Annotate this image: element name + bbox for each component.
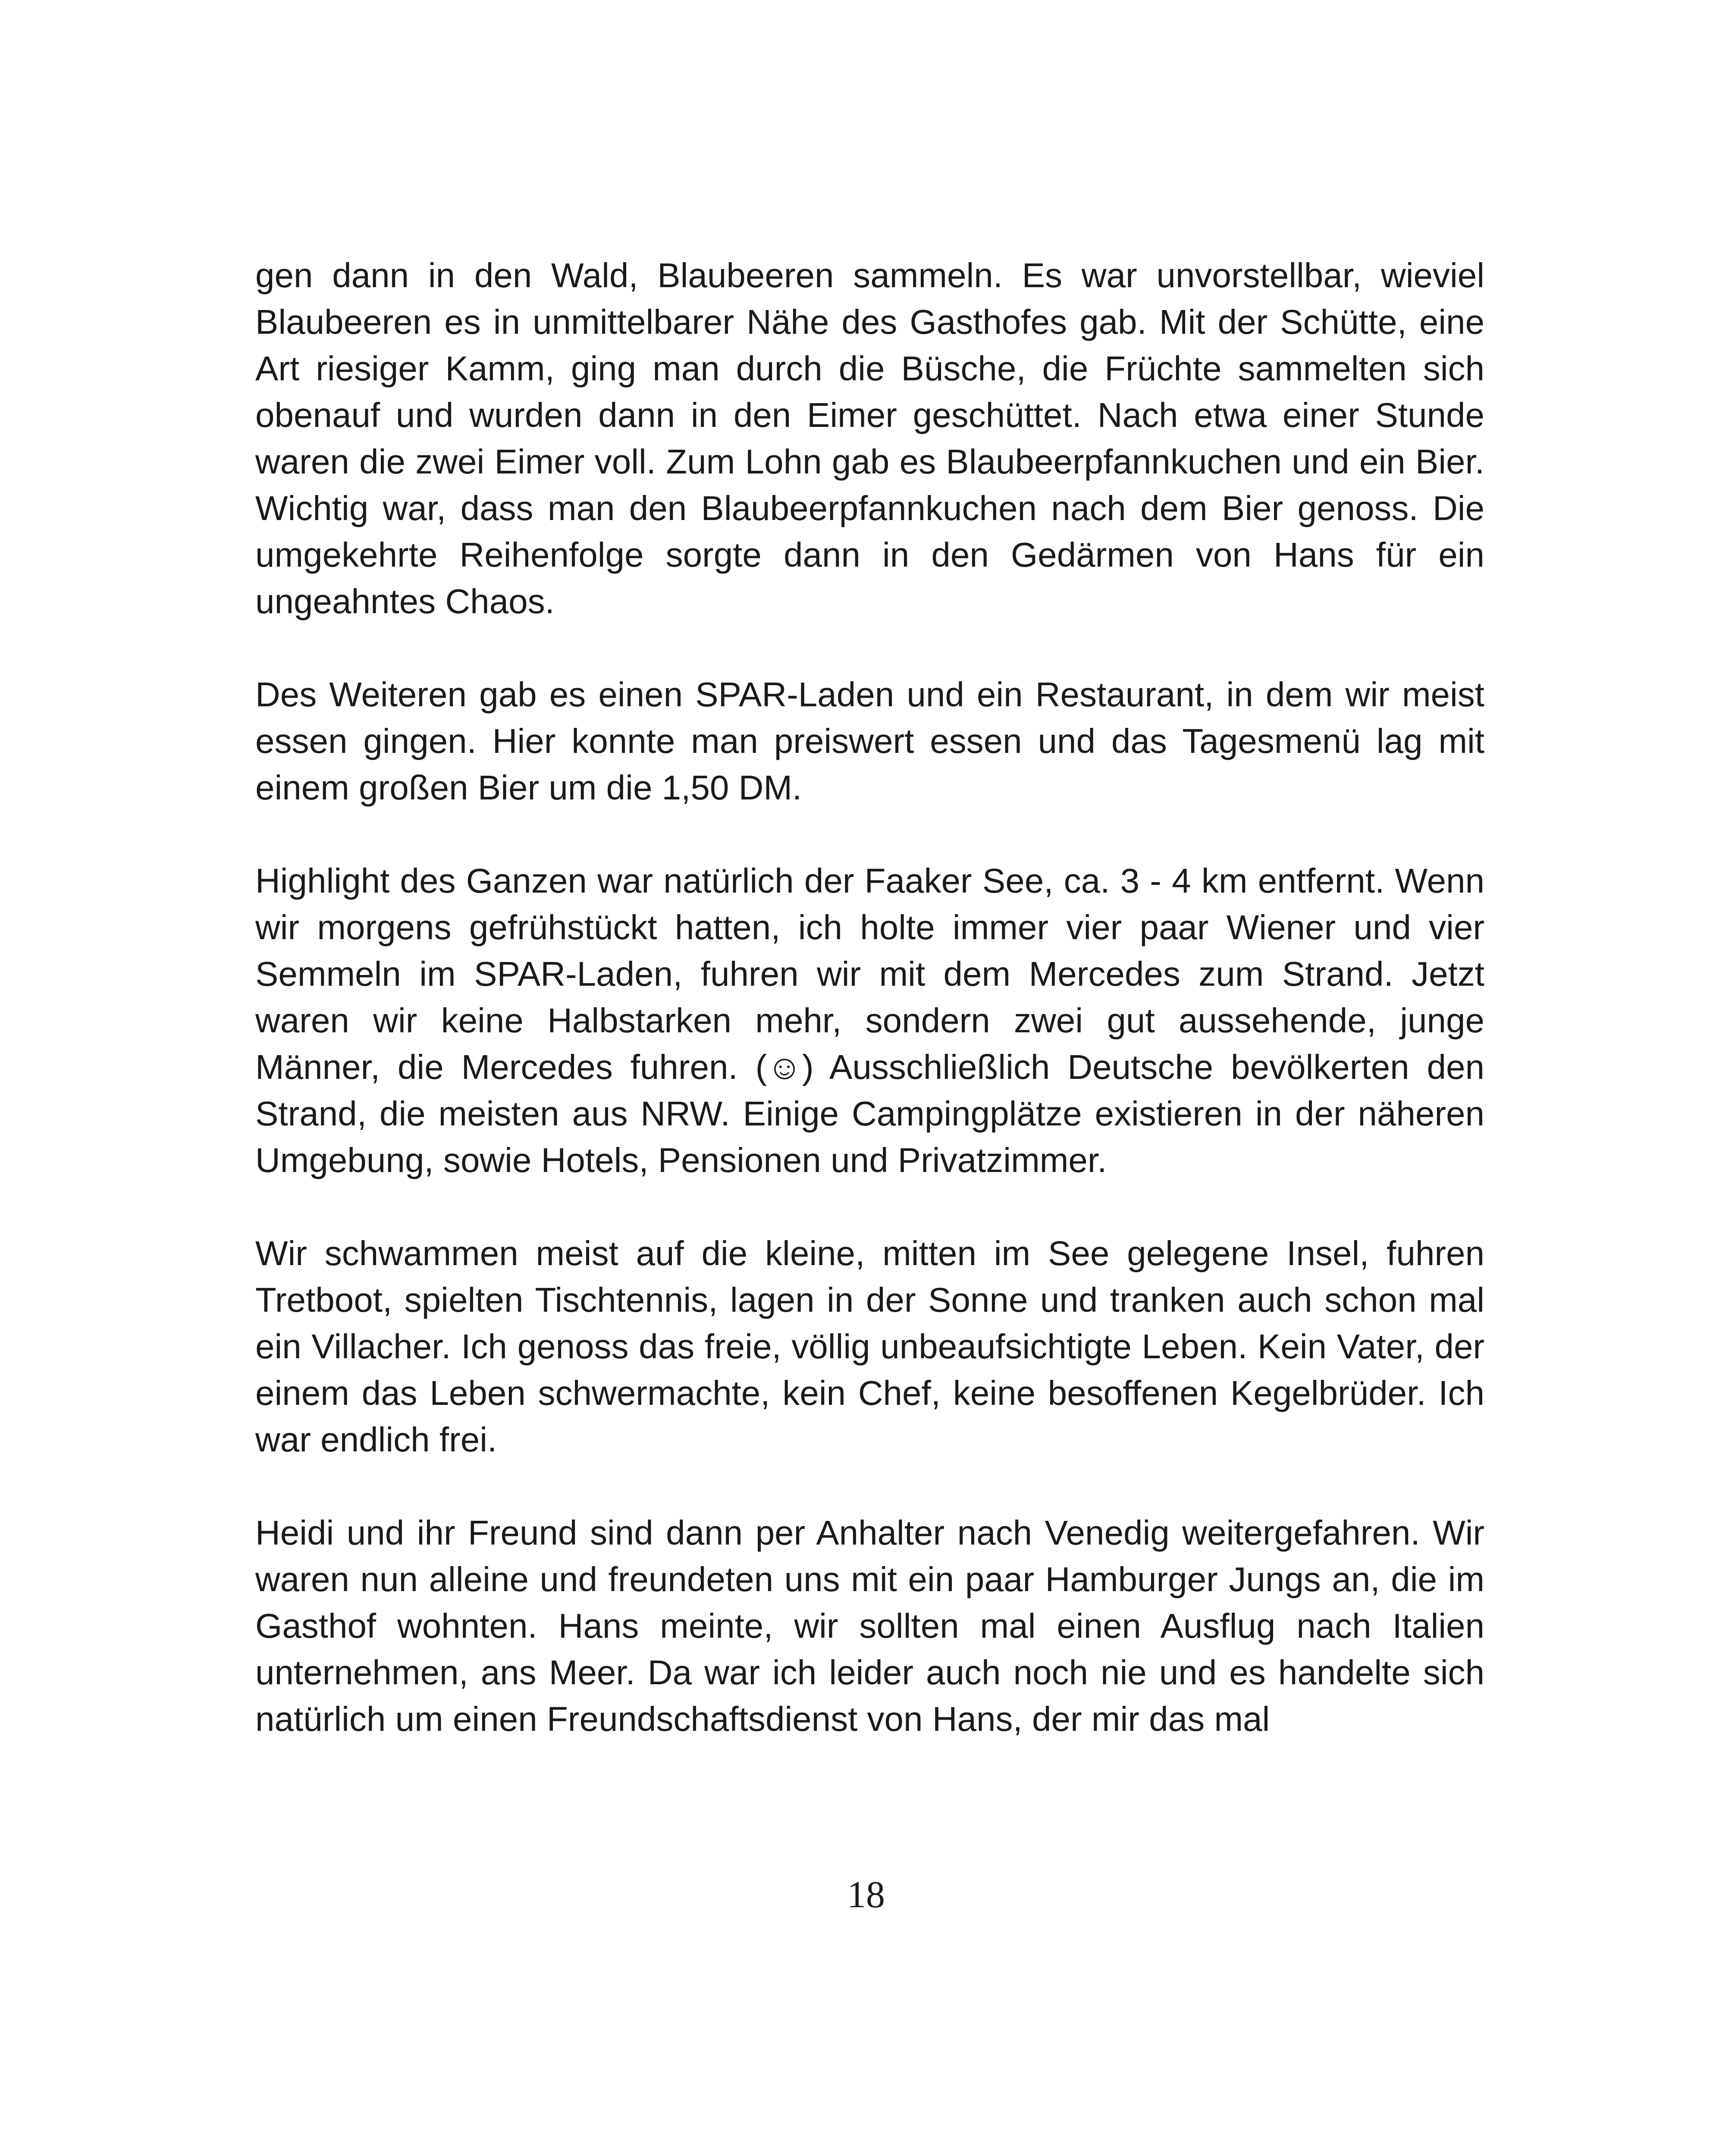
paragraph-faaker-see: Highlight des Ganzen war natürlich der Faaker See, ca. 3 - 4 km entfernt. Wenn wir morgens gefrühstückt hatten, ich holte immer vier paar Wiener und vier Semmeln im SPAR-Laden, fuhren wir mit dem Mercedes zum Strand. Jetzt waren wir keine Halbstarken mehr, sondern zwei gut aussehende, junge Männer, die Mercedes fuhren. (☺) Ausschließlich Deutsche bevölkerten den Strand, die meisten aus NRW. Einige Campingplätze existieren in der näheren Umgebung, sowie Hotels, Pensionen und Privatzimmer. [255,862,1484,1179]
paragraph-venedig: Heidi und ihr Freund sind dann per Anhalter nach Venedig weitergefahren. Wir waren nun alleine und freundeten uns mit ein paar Hamburger Jungs an, die im Gasthof wohnten. Hans meinte, wir sollten mal einen Ausflug nach Italien unternehmen, ans Meer. Da war ich leider auch noch nie und es handelte sich natürlich um einen Freundschaftsdienst von Hans, der mir das mal [255,1514,1484,1738]
page-number: 18 [847,1874,885,1916]
body-text [255,252,1484,1742]
paragraph-blaubeeren: gen dann in den Wald, Blaubeeren sammeln. Es war unvorstellbar, wieviel Blaubeeren es in unmittelbarer Nähe des Gasthofes gab. Mit der Schütte, eine Art riesiger Kamm, ging man durch die Büsche, die Früchte sammelten sich obenauf und wurden dann in den Eimer geschüttet. Nach etwa einer Stunde waren die zwei Eimer voll. Zum Lohn gab es Blaubeerpfannkuchen und ein Bier. Wichtig war, dass man den Blaubeerpfannkuchen nach dem Bier genoss. Die umgekehrte Reihenfolge sorgte dann in den Gedärmen von Hans für ein ungeahntes Chaos. [255,256,1484,620]
paragraph-insel: Wir schwammen meist auf die kleine, mitten im See gelegene Insel, fuhren Tretboot, spielten Tischtennis, lagen in der Sonne und tranken auch schon mal ein Villacher. Ich genoss das freie, völlig unbeaufsichtigte Leben. Kein Vater, der einem das Leben schwermachte, kein Chef, keine besoffenen Kegelbrüder. Ich war endlich frei. [255,1234,1484,1459]
paragraph-spar-laden: Des Weiteren gab es einen SPAR-Laden und ein Restaurant, in dem wir meist essen gingen. Hier konnte man preiswert essen und das Tagesmenü lag mit einem großen Bier um die 1,50 DM. [255,675,1484,807]
